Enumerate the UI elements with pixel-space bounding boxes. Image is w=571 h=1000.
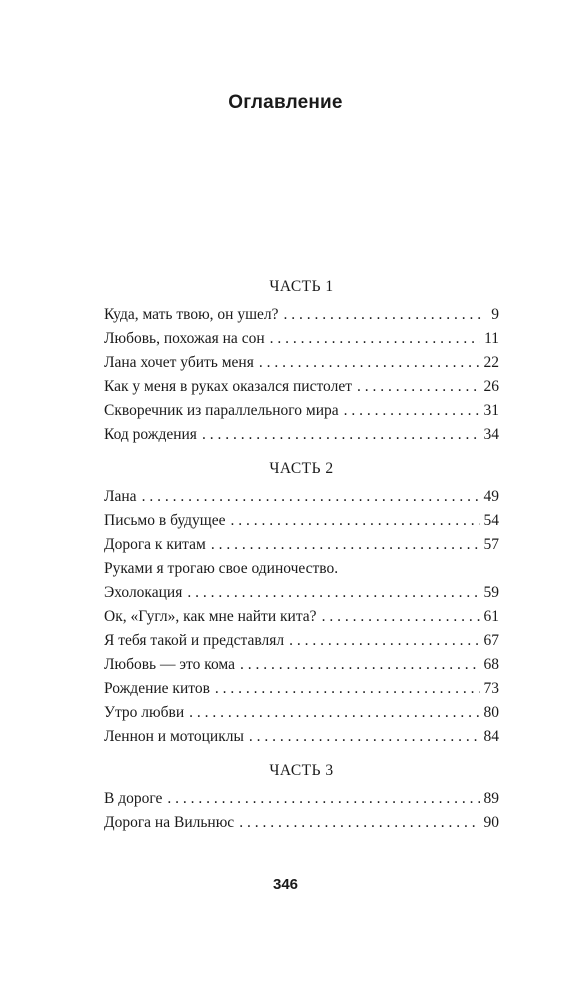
toc-entry <box>104 351 499 375</box>
dot-leader <box>344 399 480 423</box>
toc-part <box>104 457 499 749</box>
dot-leader <box>239 811 479 835</box>
toc-entry-page: 84 <box>483 728 499 745</box>
toc-entry <box>104 303 499 327</box>
toc-entry <box>104 677 499 701</box>
toc-entry <box>104 327 499 351</box>
toc-entry-title: Куда, мать твою, он ушел? <box>104 306 279 323</box>
dot-leader <box>187 581 479 605</box>
toc-entry <box>104 725 499 749</box>
toc-entry-page: 59 <box>483 584 499 601</box>
toc-entry-page: 73 <box>483 680 499 697</box>
dot-leader <box>240 653 480 677</box>
toc-entry-page: 26 <box>483 378 499 395</box>
toc-entry-page: 90 <box>483 814 499 831</box>
toc-entry <box>104 653 499 677</box>
part-heading: ЧАСТЬ 1 <box>269 278 334 295</box>
toc-entry <box>104 581 499 605</box>
toc-entry-title: Лана <box>104 488 137 505</box>
toc-entry-page: 89 <box>483 790 499 807</box>
toc-entry-title: Эхолокация <box>104 584 183 601</box>
toc-entry-page: 31 <box>483 402 499 419</box>
page-title: Оглавление <box>228 92 343 113</box>
toc-entry-page: 80 <box>483 704 499 721</box>
toc-entry-page: 68 <box>483 656 499 673</box>
toc-entry-title: В дороге <box>104 790 163 807</box>
toc-entry-title-line: Руками я трогаю свое одиночество. <box>104 560 339 577</box>
toc-entry-page: 22 <box>483 354 499 371</box>
toc-entry-title: Утро любви <box>104 704 185 721</box>
toc-entry-title: Рождение китов <box>104 680 210 697</box>
toc-entry-title: Код рождения <box>104 426 197 443</box>
toc-entry <box>104 485 499 509</box>
toc-entry <box>104 811 499 835</box>
toc-entry-page: 49 <box>483 488 499 505</box>
toc-part <box>104 759 499 835</box>
part-heading: ЧАСТЬ 3 <box>269 762 334 779</box>
part-heading: ЧАСТЬ 2 <box>269 460 334 477</box>
dot-leader <box>289 629 479 653</box>
toc-entry-title: Любовь, похожая на сон <box>104 330 265 347</box>
toc-entry-title: Письмо в будущее <box>104 512 226 529</box>
toc-entry-page: 67 <box>483 632 499 649</box>
dot-leader <box>202 423 480 447</box>
toc-entry <box>104 375 499 399</box>
toc-entry <box>104 399 499 423</box>
dot-leader <box>270 327 480 351</box>
toc-entry-page: 54 <box>483 512 499 529</box>
toc-entry-title: Дорога к китам <box>104 536 206 553</box>
toc-entry-title: Любовь — это кома <box>104 656 235 673</box>
toc-entry <box>104 787 499 811</box>
toc-entry <box>104 423 499 447</box>
toc-entry-title: Дорога на Вильнюс <box>104 814 235 831</box>
page-number: 346 <box>272 876 299 893</box>
toc-entry-page: 61 <box>483 608 499 625</box>
toc-entry <box>104 701 499 725</box>
dot-leader <box>142 485 480 509</box>
toc-entry <box>104 533 499 557</box>
dot-leader <box>259 351 480 375</box>
toc-entry-title: Лана хочет убить меня <box>104 354 254 371</box>
toc-entry-title: Леннон и мотоциклы <box>104 728 244 745</box>
toc-entry-title: Я тебя такой и представлял <box>104 632 285 649</box>
toc-entry-title: Ок, «Гугл», как мне найти кита? <box>104 608 317 625</box>
dot-leader <box>284 303 481 327</box>
toc-entry-title: Как у меня в руках оказался пистолет <box>104 378 352 395</box>
toc-entry <box>104 509 499 533</box>
dot-leader <box>249 725 480 749</box>
toc-entry-page: 9 <box>491 306 499 323</box>
toc-entry <box>104 629 499 653</box>
toc-entry-page: 57 <box>483 536 499 553</box>
dot-leader <box>215 677 480 701</box>
table-of-contents <box>104 275 499 835</box>
dot-leader <box>189 701 479 725</box>
toc-entry-page: 11 <box>484 330 499 347</box>
toc-entry-title: Скворечник из параллельного мира <box>104 402 339 419</box>
dot-leader <box>211 533 480 557</box>
dot-leader <box>230 509 479 533</box>
toc-entry <box>104 605 499 629</box>
dot-leader <box>322 605 480 629</box>
dot-leader <box>357 375 480 399</box>
dot-leader <box>167 787 479 811</box>
toc-entry-page: 34 <box>483 426 499 443</box>
toc-part <box>104 275 499 447</box>
